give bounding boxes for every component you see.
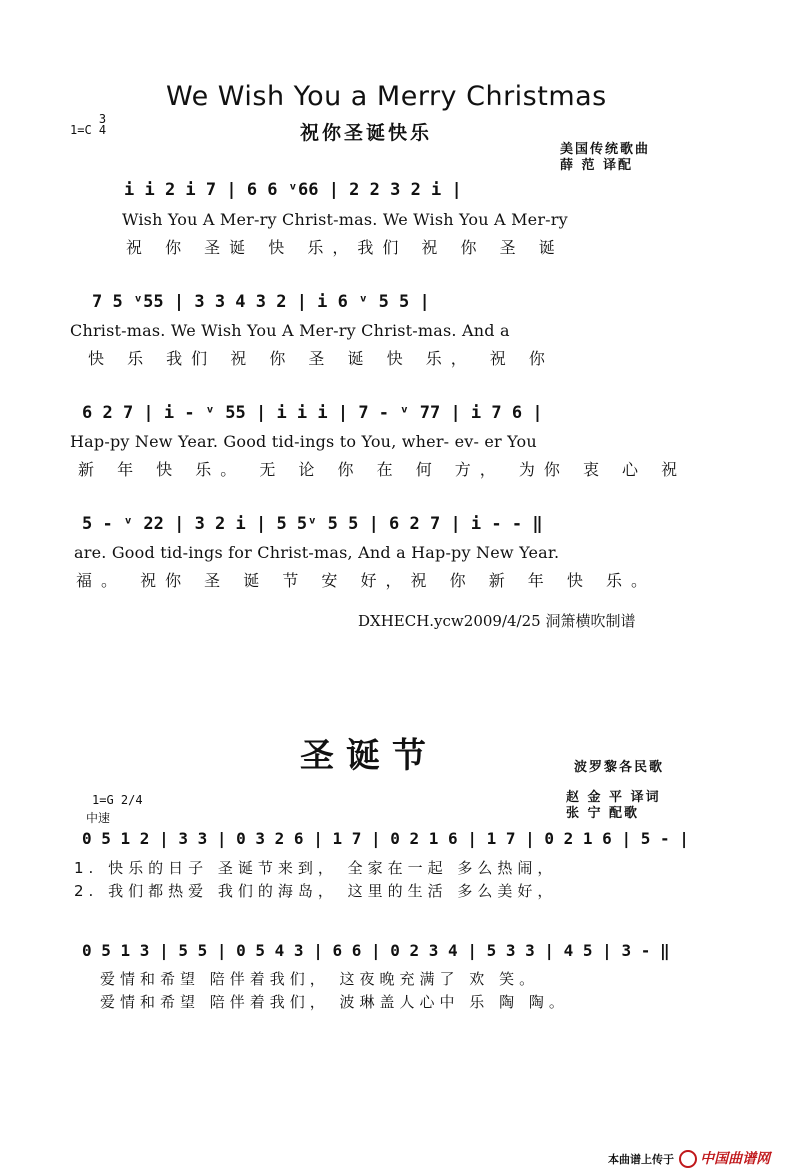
- song2-origin: 波罗黎各民歌: [574, 760, 665, 775]
- song1-lyrics-cn-line-1: 祝 你 圣诞 快 乐，我们 祝 你 圣 诞: [126, 238, 564, 257]
- song2-tempo: 中速: [86, 811, 111, 825]
- song2-verse2-line-1: 2. 我们都热爱 我们的海岛， 这里的生活 多么美好，: [74, 882, 558, 900]
- song1-key: 1=C 3 4: [70, 112, 107, 137]
- song1-notation-line-4: 5 - ᵛ 22 | 3 2 i | 5 5ᵛ 5 5 | 6 2 7 | i - - ‖: [82, 514, 543, 534]
- song1-notation-line-3: 6 2 7 | i - ᵛ 55 | i i i | 7 - ᵛ 77 | i 7 6 |: [82, 403, 543, 423]
- song1-credit-translator: 薛 范 译配: [560, 158, 634, 173]
- footer: [608, 1148, 770, 1168]
- song1-credit-origin: 美国传统歌曲: [560, 142, 651, 157]
- song1-lyrics-en-line-3: Hap-py New Year. Good tid-ings to You, wher- ev- er You: [70, 432, 537, 451]
- song1-title: We Wish You a Merry Christmas: [166, 81, 607, 112]
- song1-signature: DXHECH.ycw2009/4/25 洞箫横吹制谱: [358, 612, 636, 630]
- song2-key: 1=G 2/4: [92, 793, 143, 807]
- site-logo-icon: [679, 1150, 697, 1168]
- song2-notation-line-2: 0 5 1 3 | 5 5 | 0 5 4 3 | 6 6 | 0 2 3 4 | 5 3 3 | 4 5 | 3 - ‖: [82, 941, 670, 960]
- song1-lyrics-en-line-4: are. Good tid-ings for Christ-mas, And a Hap-py New Year.: [74, 543, 560, 562]
- song1-lyrics-cn-line-4: 福。 祝你 圣 诞 节 安 好，祝 你 新 年 快 乐。: [76, 571, 656, 590]
- song2-verse2-line-2: 爱情和希望 陪伴着我们， 波琳盖人心中 乐 陶 陶。: [100, 993, 569, 1011]
- song1-lyrics-cn-line-3: 新 年 快 乐。 无 论 你 在 何 方， 为你 衷 心 祝: [78, 460, 687, 479]
- song1-notation-line-2: 7 5 ᵛ55 | 3 3 4 3 2 | i 6 ᵛ 5 5 |: [92, 292, 430, 312]
- song1-notation-line-1: i i 2 i 7 | 6 6 ᵛ66 | 2 2 3 2 i |: [124, 180, 462, 200]
- song2-title: 圣诞节: [300, 736, 438, 776]
- song2-credit-arranger: 张 宁 配歌: [566, 806, 640, 821]
- song2-notation-line-1: 0 5 1 2 | 3 3 | 0 3 2 6 | 1 7 | 0 2 1 6 | 1 7 | 0 2 1 6 | 5 - |: [82, 829, 689, 848]
- song1-lyrics-en-line-1: Wish You A Mer-ry Christ-mas. We Wish You A Mer-ry: [122, 210, 568, 229]
- song1-lyrics-en-line-2: Christ-mas. We Wish You A Mer-ry Christ-mas. And a: [70, 321, 510, 340]
- song1-lyrics-cn-line-2: 快 乐 我们 祝 你 圣 诞 快 乐， 祝 你: [88, 349, 554, 368]
- song2-verse1-line-2: 爱情和希望 陪伴着我们， 这夜晚充满了 欢 笑。: [100, 970, 540, 988]
- footer-site-name[interactable]: 中国曲谱网: [700, 1151, 771, 1167]
- song2-credit-lyrics: 赵 金 平 译词: [566, 790, 661, 805]
- song2-verse1-line-1: 1. 快乐的日子 圣诞节来到， 全家在一起 多么热闹，: [74, 859, 558, 877]
- song1-subtitle: 祝你圣诞快乐: [300, 122, 433, 144]
- footer-upload-text: 本曲谱上传于: [608, 1153, 674, 1166]
- song1-time-signature: 3 4: [98, 112, 107, 137]
